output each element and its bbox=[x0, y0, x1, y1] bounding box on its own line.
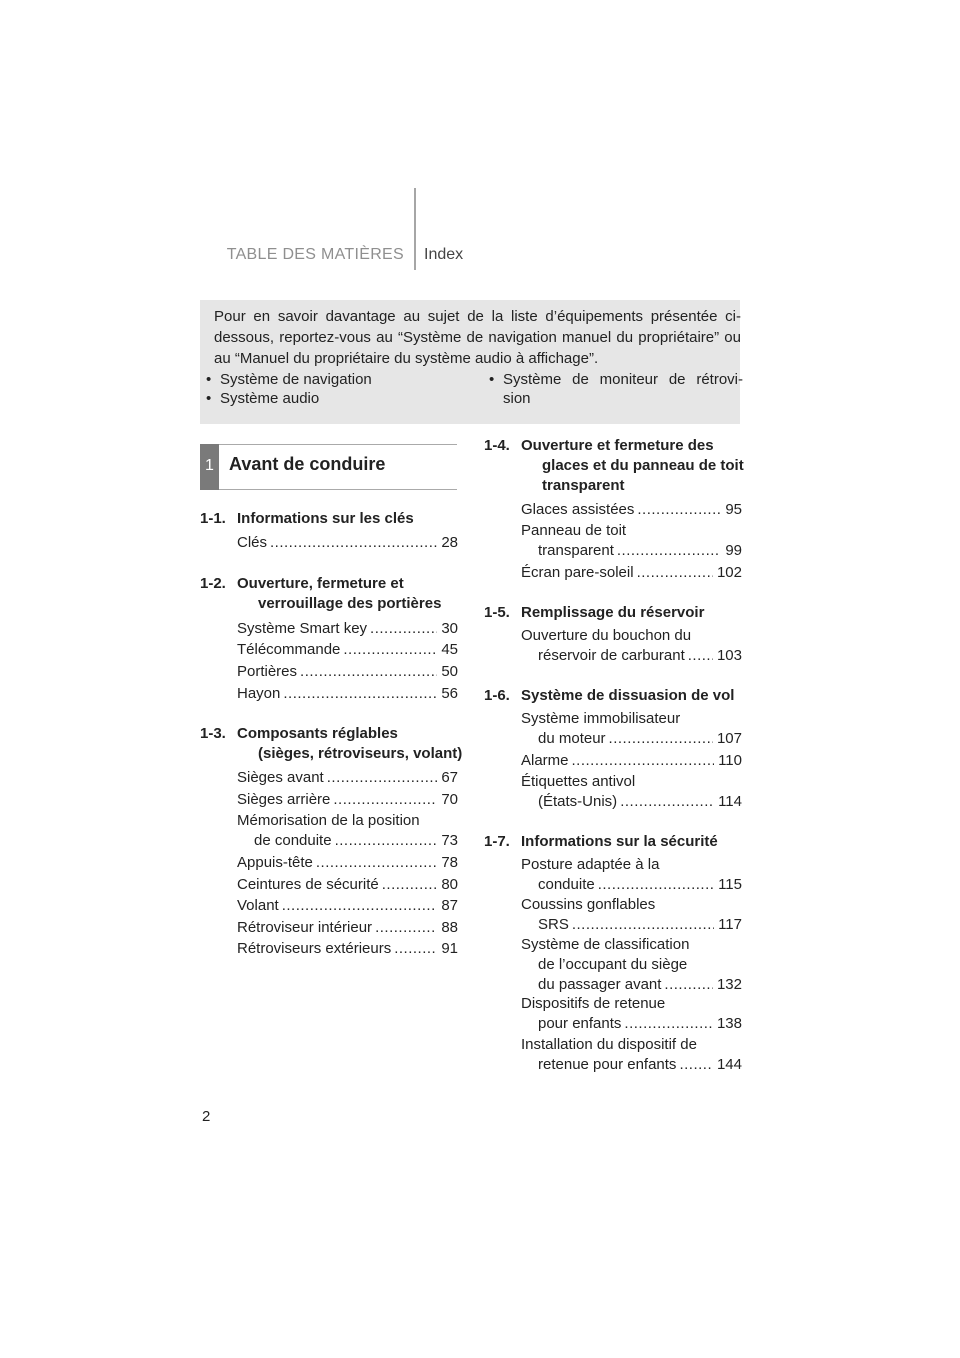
bullet-rear-monitor: • Système de moniteur de rétrovi- sion bbox=[489, 371, 743, 407]
toc-entry[interactable]: Système Smart key ..... 30 bbox=[237, 619, 458, 639]
section-title: Avant de conduire bbox=[229, 454, 386, 474]
page-number: 2 bbox=[202, 1108, 211, 1125]
toc-entry[interactable]: Posture adaptée à la conduite ..... 115 bbox=[521, 855, 742, 895]
toc-entry[interactable]: Portières ..... 50 bbox=[237, 662, 458, 682]
toc-entry[interactable]: Glaces assistées ..... 95 bbox=[521, 500, 742, 520]
subsection-1-3-heading[interactable]: 1-3. Composants réglables (sièges, rétroviseurs, volant) bbox=[200, 725, 463, 762]
section-number-tab: 1 bbox=[200, 444, 219, 490]
subsection-1-4-heading[interactable]: 1-4. Ouverture et fermeture des glaces et du panneau de toit transparent bbox=[484, 437, 744, 494]
toc-entry[interactable]: Rétroviseurs extérieurs ..... 91 bbox=[237, 939, 458, 959]
nav-divider bbox=[414, 188, 416, 270]
index-link[interactable]: Index bbox=[424, 246, 464, 263]
subsection-1-7-heading[interactable]: 1-7. Informations sur la sécurité bbox=[484, 833, 718, 850]
toc-entry[interactable]: Rétroviseur intérieur ..... 88 bbox=[237, 918, 458, 938]
section-header bbox=[200, 444, 457, 490]
toc-entry[interactable]: Panneau de toit transparent ..... 99 bbox=[521, 521, 742, 561]
section-rule-top bbox=[219, 444, 457, 445]
toc-entry[interactable]: Système de classification de l’occupant du siège du passager avant ..... 132 bbox=[521, 935, 742, 995]
toc-entry[interactable]: Clés ..... 28 bbox=[237, 533, 458, 553]
bullet-audio: • Système audio bbox=[206, 390, 320, 407]
equipment-info-box bbox=[200, 300, 743, 424]
toc-entry[interactable]: Système immobilisateur du moteur ..... 107 bbox=[521, 709, 742, 749]
toc-entry[interactable]: Sièges avant ..... 67 bbox=[237, 768, 458, 788]
toc-entry[interactable]: Volant ..... 87 bbox=[237, 896, 458, 916]
toc-entry[interactable]: Télécommande ..... 45 bbox=[237, 640, 458, 660]
toc-entry[interactable]: Étiquettes antivol (États-Unis) ..... 114 bbox=[521, 772, 742, 812]
toc-link[interactable]: TABLE DES MATIÈRES bbox=[226, 246, 404, 263]
toc-entry[interactable]: Coussins gonflables SRS ..... 117 bbox=[521, 895, 742, 935]
toc-entry[interactable]: Écran pare-soleil ..... 102 bbox=[521, 563, 742, 583]
bullet-navigation: • Système de navigation bbox=[206, 371, 372, 388]
toc-entry[interactable]: Ceintures de sécurité ..... 80 bbox=[237, 875, 458, 895]
toc-entry[interactable]: Mémorisation de la position de conduite ..... 73 bbox=[237, 811, 458, 851]
toc-entry[interactable]: Alarme ..... 110 bbox=[521, 751, 742, 771]
section-rule-bottom bbox=[219, 489, 457, 490]
toc-entry[interactable]: Dispositifs de retenue pour enfants ..... 138 bbox=[521, 994, 742, 1034]
toc-entry[interactable]: Appuis-tête ..... 78 bbox=[237, 853, 458, 873]
subsection-1-1-heading[interactable]: 1-1. Informations sur les clés bbox=[200, 510, 414, 527]
subsection-1-5-heading[interactable]: 1-5. Remplissage du réservoir bbox=[484, 604, 705, 621]
subsection-1-2-heading[interactable]: 1-2. Ouverture, fermeture et verrouillage des portières bbox=[200, 575, 442, 612]
info-text: Pour en savoir davantage au sujet de la liste d’équipements présentée ci-dessous, reportez-vous au “Système de navigation manuel du propriétaire” ou au “Manuel du propriétaire du système audio à affichage”. bbox=[214, 308, 741, 367]
top-navigation bbox=[200, 246, 740, 268]
toc-entry[interactable]: Ouverture du bouchon du réservoir de carburant ..... 103 bbox=[521, 626, 742, 666]
subsection-1-6-heading[interactable]: 1-6. Système de dissuasion de vol bbox=[484, 687, 735, 704]
toc-entry[interactable]: Hayon ..... 56 bbox=[237, 684, 458, 704]
toc-entry[interactable]: Sièges arrière ..... 70 bbox=[237, 790, 458, 810]
toc-entry[interactable]: Installation du dispositif de retenue pour enfants ..... 144 bbox=[521, 1035, 742, 1075]
